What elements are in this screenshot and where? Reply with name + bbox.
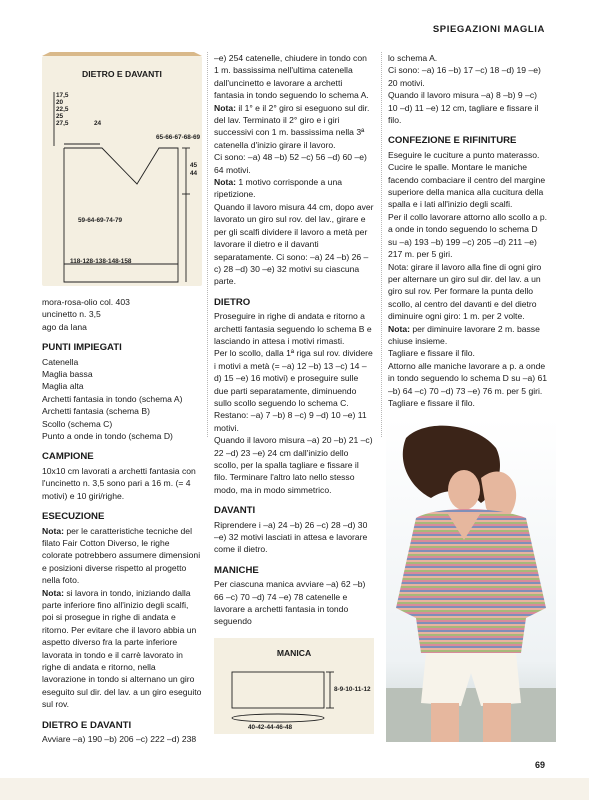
- paragraph: Tagliare e fissare il filo.: [388, 348, 475, 359]
- paragraph: Per il collo lavorare attorno allo scollo a p. a onde in tondo seguendo lo schema D su –a) 193 –b) 199 –c) 205 –d) 211 –e) 217 m. per 5 giri.: [388, 211, 548, 260]
- dim-inner-width: 59-64-69-74-79: [78, 217, 123, 224]
- dim-side-b: 44: [190, 170, 198, 177]
- esecuzione-note-2: [42, 587, 202, 711]
- note: [214, 102, 374, 152]
- material-item: ago da lana: [42, 321, 87, 332]
- note-label: Nota:: [42, 587, 64, 598]
- note-text: 1 motivo corrisponde a una ripetizione.: [214, 177, 343, 200]
- punti-heading: PUNTI IMPIEGATI: [42, 342, 122, 354]
- dim-left-5: 27,5: [56, 120, 69, 127]
- dim-sleeve-width: 40-42-44-46-48: [248, 723, 293, 731]
- note-label: Nota:: [214, 102, 236, 113]
- paragraph: Nota: girare il lavoro alla fine di ogni giro per alternare un giro sul dir. del lav. a un giro sul rov. Per formare la punta dello scollo, al centro del davanti e del dietro diminuire ogni giro: 1 m. per 2 volte.: [388, 261, 542, 322]
- section-header: SPIEGAZIONI MAGLIA: [432, 24, 545, 35]
- paragraph: Ci sono: –a) 48 –b) 52 –c) 56 –d) 60 –e) 64 motivi.: [214, 152, 367, 175]
- column-3: [388, 52, 548, 409]
- maniche-heading: MANICHE: [214, 564, 259, 576]
- dim-side-top: 65-66-67-68-69: [156, 134, 201, 141]
- paragraph: Quando il lavoro misura 44 cm, dopo aver lavorato un giro sul rov. del lav., girare e per gli scalfi dividere il lavoro a metà per lavorare il dietro e il davanti separatamente. Ci sono: –a) 24 –b) 26 –c) 28 –d) 30 –e) 32 motivi su ciascuna parte.: [214, 201, 374, 287]
- punto-item: Maglia alta: [42, 381, 84, 392]
- note-label: Nota:: [214, 177, 236, 188]
- dim-side-a: 45: [190, 162, 198, 169]
- dietro-heading: DIETRO: [214, 296, 251, 308]
- dim-shoulder: 24: [94, 120, 102, 127]
- davanti-heading: DAVANTI: [214, 505, 256, 517]
- page-number: 69: [534, 760, 545, 770]
- paragraph: –e) 254 catenelle, chiudere in tondo con 1 m. bassissima nell'ultima catenella dall'uncinetto e lavorare a archetti fantasia in tondo seguendo lo schema A.: [214, 53, 369, 101]
- confezione-heading: CONFEZIONE E RIFINITURE: [388, 135, 517, 147]
- bottom-band: [0, 778, 589, 800]
- dim-left-2: 20: [56, 99, 64, 106]
- campione-text: 10x10 cm lavorati a archetti fantasia con l'uncinetto n. 3,5 sono pari a 16 m. (= 4 motivi) e 10 giri/righe.: [42, 465, 196, 501]
- diagram-title: DIETRO E DAVANTI: [82, 69, 162, 79]
- dietro-davanti-text: Avviare –a) 190 –b) 206 –c) 222 –d) 238: [42, 734, 197, 744]
- paragraph: Quando il lavoro misura –a) 20 –b) 21 –c) 22 –d) 23 –e) 24 cm dall'inizio dello scollo, per la spalla tagliare e fissare il filo. Terminare l'altro lato nello stesso modo, ma in modo simmetrico.: [214, 435, 373, 495]
- paragraph: Per lo scollo, dalla 1ª riga sul rov. dividere i motivi a metà (= –a) 12 –b) 13 –c) 14 –d) 15 –e) 16 motivi) e proseguire sulle due parti separatamente, diminuendo sullo scollo seguendo lo schema C.: [214, 348, 373, 408]
- column-2: [214, 52, 374, 734]
- note: [388, 323, 548, 348]
- note-text: il 1° e il 2° giro si eseguono sul dir. del lav. Terminato il 2° giro e i giri successivi con 1 m. bassissima nella 3ª catenella d'inizio girare il lavoro.: [214, 102, 370, 150]
- dim-left-4: 25: [56, 113, 64, 120]
- note-label: Nota:: [388, 323, 410, 334]
- dim-sleeve-height: 8-9-10-11-12: [334, 685, 371, 693]
- paragraph: Per ciascuna manica avviare –a) 62 –b) 66 –c) 70 –d) 74 –e) 78 catenelle e lavorare a archetti fantasia in tondo seguendo: [214, 579, 366, 627]
- esecuzione-note-1: [42, 525, 202, 587]
- dim-bottom-width: 118-128-138-148-158: [70, 258, 132, 265]
- paragraph: Ci sono: –a) 16 –b) 17 –c) 18 –d) 19 –e) 20 motivi.: [388, 65, 541, 88]
- punto-item: Archetti fantasia (schema B): [42, 406, 150, 417]
- material-item: mora-rosa-olio col. 403: [42, 297, 130, 307]
- note-text: si lavora in tondo, iniziando dalla parte inferiore fino all'inizio degli scalfi, poi si prosegue in righe di andata e ritorno. Per evitare che il lavoro abbia un aspetto diverso fra la parte inferiore lavorata in tondo e il carrè lavorato in righe di andata e ritorno, nella lavorazione in tondo si alternano un giro eseguito sul dir. del lav. a un giro eseguito sul rov.: [42, 587, 202, 710]
- diagram-front-back: [42, 56, 202, 286]
- paragraph: Eseguire le cuciture a punto materasso. Cucire le spalle. Montare le maniche facendo combaciare il centro del margine superiore della manica alla cucitura della spalla e i lati all'inizio degli scalfi.: [388, 149, 546, 210]
- dim-left-3: 22,5: [56, 106, 69, 113]
- paragraph: Restano: –a) 7 –b) 8 –c) 9 –d) 10 –e) 11 motivi.: [214, 410, 367, 433]
- note-label: Nota:: [42, 525, 64, 536]
- paragraph: Riprendere i –a) 24 –b) 26 –c) 28 –d) 30 –e) 32 motivi lasciati in attesa e lavorare come il dietro.: [214, 519, 368, 555]
- note: [214, 176, 374, 201]
- note-text: per diminuire lavorare 2 m. basse chiuse insieme.: [388, 323, 540, 346]
- material-item: uncinetto n. 3,5: [42, 309, 101, 320]
- diagram-sleeve: [214, 638, 374, 734]
- punto-item: Scollo (schema C): [42, 418, 113, 429]
- punto-item: Archetti fantasia in tondo (schema A): [42, 393, 183, 404]
- note-text: per le caratteristiche tecniche del filato Fair Cotton Diverso, le righe colorate potrebbero assumere dimensioni e posizioni diverse rispetto al progetto nella foto.: [42, 525, 201, 586]
- paragraph: Proseguire in righe di andata e ritorno a archetti fantasia seguendo lo schema B e lasciando in attesa i motivi rimasti.: [214, 311, 372, 346]
- model-photo: [386, 418, 556, 742]
- paragraph: Attorno alle maniche lavorare a p. a onde in tondo seguendo lo schema D su –a) 61 –b) 64 –c) 70 –d) 73 –e) 76 m. per 5 giri. Tagliare e fissare il filo.: [388, 360, 548, 408]
- punto-item: Maglia bassa: [42, 369, 93, 380]
- esecuzione-heading: ESECUZIONE: [42, 511, 105, 523]
- dim-left-1: 17,5: [56, 92, 69, 99]
- column-1: [42, 56, 202, 745]
- sleeve-title: MANICA: [276, 647, 312, 658]
- materials: [42, 296, 202, 333]
- punto-item: Punto a onde in tondo (schema D): [42, 431, 173, 442]
- paragraph: Quando il lavoro misura –a) 8 –b) 9 –c) 10 –d) 11 –e) 12 cm, tagliare e fissare il filo.: [388, 90, 539, 126]
- dietro-davanti-heading: DIETRO E DAVANTI: [42, 719, 132, 731]
- campione-heading: CAMPIONE: [42, 451, 94, 463]
- paragraph: lo schema A.: [388, 53, 438, 63]
- punto-item: Catenella: [42, 356, 79, 367]
- front-schematic: [42, 56, 202, 286]
